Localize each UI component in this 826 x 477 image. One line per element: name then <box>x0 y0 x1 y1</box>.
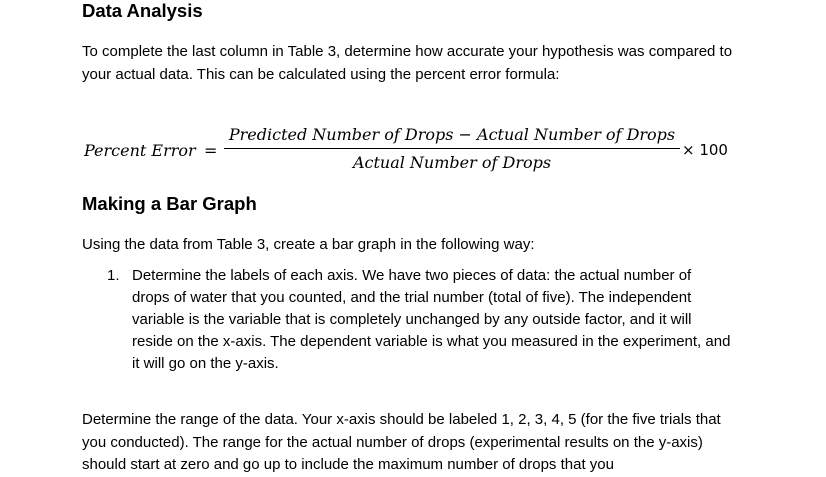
intro-paragraph: To complete the last column in Table 3, determine how accurate your hypothesis was compared to your actual data. This can be calculated using the percent error formula: <box>82 43 733 83</box>
section-heading-data-analysis: Data Analysis <box>82 0 203 21</box>
list-item-text: Determine the labels of each axis. We have two pieces of data: the actual number of drops of water that you counted, and the trial number (total of five). The independent variable is the variable that is completely unchanged by any outside factor, and it will reside on the x-axis. The dependent variable is what you measured in the experiment, and it will go on the y-axis. <box>132 267 731 372</box>
fraction-bar <box>224 148 680 149</box>
steps-list <box>82 265 732 375</box>
range-paragraph: Determine the range of the data. Your x-axis should be labeled 1, 2, 3, 4, 5 (for the five trials that you conducted). The range for the actual number of drops (experimental results on the y-axis) should start at zero and go up to include the maximum number of drops that you <box>82 411 721 473</box>
formula-multiplier: × 100 <box>682 141 728 159</box>
list-item-number: 1. <box>107 267 120 284</box>
formula-lhs: Percent Error <box>84 141 196 160</box>
percent-error-formula <box>84 124 744 178</box>
formula-numerator: Predicted Number of Drops − Actual Number of Drops <box>228 125 676 144</box>
list-item <box>82 265 732 375</box>
formula-equals: = <box>204 141 218 160</box>
formula-denominator: Actual Number of Drops <box>352 153 552 172</box>
bar-graph-intro: Using the data from Table 3, create a bar graph in the following way: <box>82 236 535 253</box>
formula-fraction <box>224 124 680 174</box>
section-heading-bar-graph: Making a Bar Graph <box>82 193 257 214</box>
